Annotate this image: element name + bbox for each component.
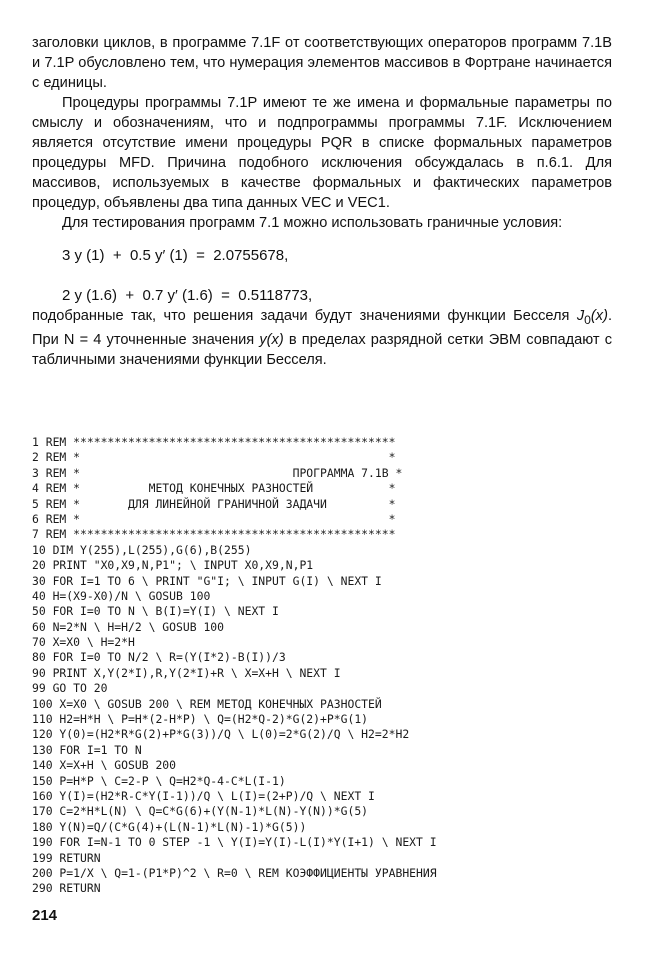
code-line: 30 FOR I=1 TO 6 \ PRINT "G"I; \ INPUT G(I) \ NEXT I: [32, 573, 382, 588]
code-line: 180 Y(N)=Q/(C*G(4)+(L(N-1)*L(N)-1)*G(5)): [32, 819, 307, 834]
paragraph-4: [32, 306, 612, 370]
bessel-symbol: J: [576, 308, 585, 324]
code-line: 290 RETURN: [32, 881, 101, 896]
code-line: 150 P=H*P \ C=2-P \ Q=H2*Q-4-C*L(I-1): [32, 773, 286, 788]
code-line: 3 REM * ПРОГРАММА 7.1B *: [32, 465, 403, 480]
code-line: 90 PRINT X,Y(2*I),R,Y(2*I)+R \ X=X+H \ NEXT I: [32, 665, 341, 680]
code-line: 199 RETURN: [32, 850, 101, 865]
paragraph-4-text-2: . При N = 4 уточненные значения: [32, 308, 612, 348]
body-text: [32, 33, 612, 370]
code-line: 170 C=2*H*L(N) \ Q=C*G(6)+(Y(N-1)*L(N)-Y(N))*G(5): [32, 804, 369, 819]
code-line: 50 FOR I=0 TO N \ B(I)=Y(I) \ NEXT I: [32, 604, 279, 619]
paragraph-4-text-3: в пределах разрядной сетки ЭВМ совпадают с табличными значениями функции Бесселя.: [32, 331, 612, 368]
code-line: 120 Y(0)=(H2*R*G(2)+P*G(3))/Q \ L(0)=2*G(2)/Q \ H2=2*H2: [32, 727, 410, 742]
code-line: 6 REM * *: [32, 511, 396, 526]
code-line: 200 P=1/X \ Q=1-(P1*P)^2 \ R=0 \ REM КОЭФФИЦИЕНТЫ УРАВНЕНИЯ: [32, 865, 437, 880]
code-line: 100 X=X0 \ GOSUB 200 \ REM МЕТОД КОНЕЧНЫХ РАЗНОСТЕЙ: [32, 696, 382, 711]
code-line: 5 REM * ДЛЯ ЛИНЕЙНОЙ ГРАНИЧНОЙ ЗАДАЧИ *: [32, 496, 396, 511]
code-line: 60 N=2*N \ H=H/2 \ GOSUB 100: [32, 619, 225, 634]
formula-1: 3 y (1) + 0.5 y′ (1) = 2.0755678,: [62, 247, 289, 264]
code-line: 140 X=X+H \ GOSUB 200: [32, 758, 177, 773]
code-line: 4 REM * МЕТОД КОНЕЧНЫХ РАЗНОСТЕЙ *: [32, 481, 396, 496]
basic-program-listing: [32, 435, 612, 897]
code-line: 2 REM * *: [32, 450, 396, 465]
paragraph-2: Процедуры программы 7.1P имеют те же имена и формальные параметры по смыслу и обозначениям, что и подпрограммы программы 7.1F. Исключением является отсутствие имени процедуры PQR в списке формальных параметров процедуры MFD. Причина подобного исключения обсуждалась в п.6.1. Для массивов, используемых в качестве формальных и фактических параметров процедур, объявлены два типа данных VEC и VEC1.: [32, 95, 612, 211]
code-line: 40 H=(X9-X0)/N \ GOSUB 100: [32, 588, 211, 603]
code-line: 70 X=X0 \ H=2*H: [32, 635, 135, 650]
code-line: 20 PRINT "X0,X9,N,P1"; \ INPUT X0,X9,N,P1: [32, 558, 314, 573]
paragraph-1: заголовки циклов, в программе 7.1F от соответствующих операторов программ 7.1B и 7.1P обусловлено тем, что нумерация элементов массивов в Фортране начинается с единицы.: [32, 35, 612, 91]
function-yx: y(x): [259, 331, 284, 348]
page-number: 214: [32, 907, 58, 924]
code-line: 7 REM ***********************************************: [32, 527, 396, 542]
code-line: 190 FOR I=N-1 TO 0 STEP -1 \ Y(I)=Y(I)-L(I)*Y(I+1) \ NEXT I: [32, 835, 437, 850]
code-line: 10 DIM Y(255),L(255),G(6),B(255): [32, 542, 252, 557]
code-line: 80 FOR I=0 TO N/2 \ R=(Y(I*2)-B(I))/3: [32, 650, 286, 665]
code-line: 99 GO TO 20: [32, 681, 108, 696]
bessel-arg: (x): [590, 308, 608, 324]
paragraph-3: Для тестирования программ 7.1 можно использовать граничные условия:: [62, 215, 563, 231]
code-line: 1 REM ***********************************************: [32, 435, 396, 449]
paragraph-4-text: подобранные так, что решения задачи будут значениями функции Бесселя: [32, 308, 577, 324]
code-line: 110 H2=H*H \ P=H*(2-H*P) \ Q=(H2*Q-2)*G(2)+P*G(1): [32, 712, 369, 727]
formula-2: 2 y (1.6) + 0.7 y′ (1.6) = 0.5118773,: [62, 287, 313, 304]
bessel-index: 0: [584, 312, 591, 327]
code-line: 130 FOR I=1 TO N: [32, 742, 142, 757]
code-line: 160 Y(I)=(H2*R-C*Y(I-1))/Q \ L(I)=(2+P)/Q \ NEXT I: [32, 788, 375, 803]
